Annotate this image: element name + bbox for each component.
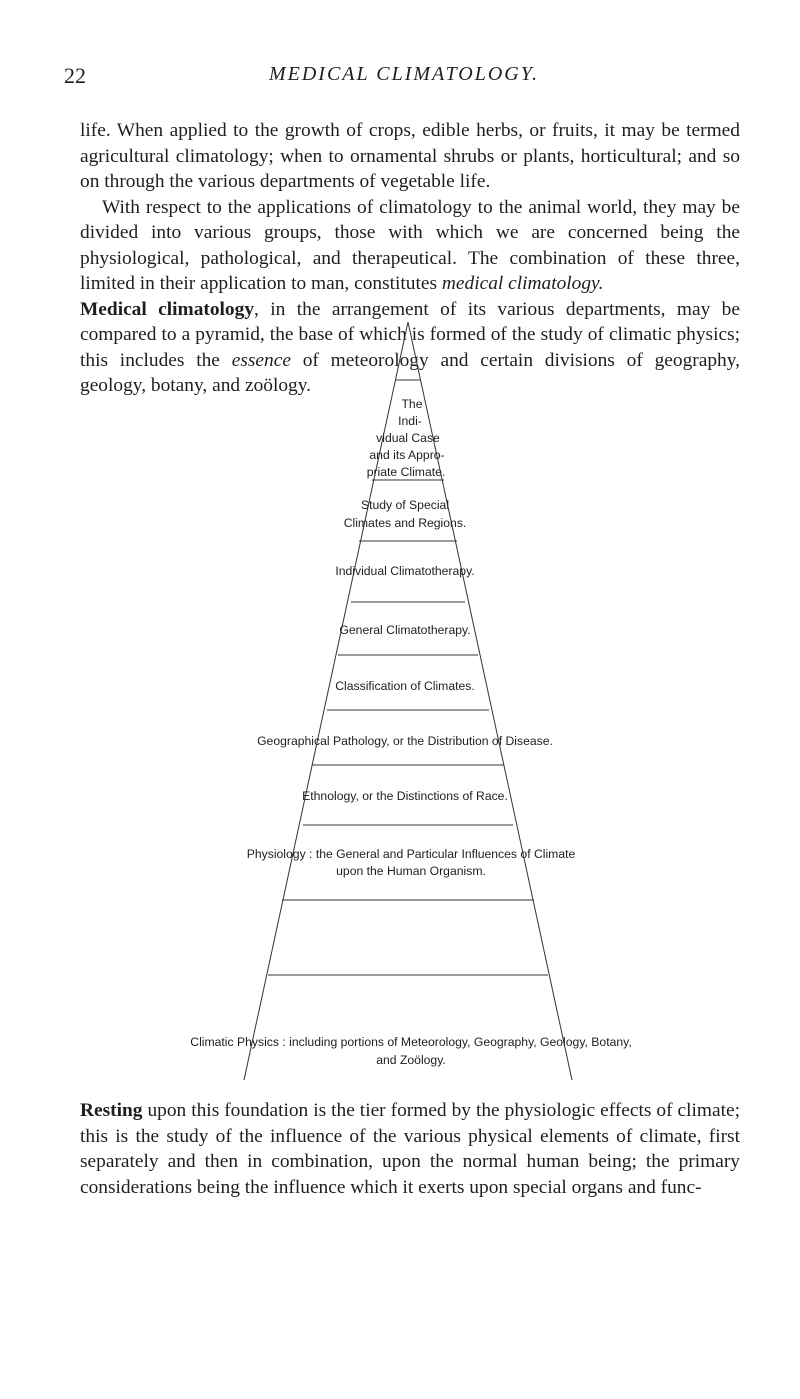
running-title: MEDICAL CLIMATOLOGY. (268, 63, 540, 85)
base-climatic-physics-2: and Zoölogy. (376, 1053, 446, 1067)
apex-line-3: vidual Case (376, 431, 440, 445)
body-text-bottom (80, 1098, 740, 1200)
tier-special-climates-1: Study of Special (360, 498, 450, 512)
lead-resting: Resting (80, 1100, 143, 1121)
paragraph-physiologic-tier (80, 1098, 740, 1200)
apex-line-5: priate Climate. (366, 465, 446, 479)
apex-line-4: and its Appro- (369, 448, 445, 462)
page-number: 22 (64, 63, 86, 88)
paragraph-pyramid-text2: of meteorology and certain divisions of geography, geology, botany, and zoölogy. (80, 349, 741, 396)
tier-ethnology: Ethnology, or the Distinctions of Race. (302, 789, 508, 803)
term-essence: essence (231, 349, 291, 371)
paragraph-physiologic-text: upon this foundation is the tier formed by the physiologic effects of climate; this is the study of the influence of the various physical elements of climate, first separately and then in combination, upon the normal human being; the primary considerations being the influence which it exerts upon special organs and func- (80, 1100, 740, 1198)
paragraph-animal-world-text: With respect to the applications of climatology to the animal world, they may be divided into various groups, those with which we are concerned being the physiological, pathological, and therapeutical. The combination of these three, limited in their application to man, constitutes (80, 196, 740, 294)
tier-physiology-1: Physiology : the General and Particular Influences of Climate (246, 847, 576, 861)
lead-medical-climatology: Medical climatology (80, 298, 255, 320)
paragraph-pyramid-text1: , in the arrangement of its various departments, may be compared to a pyramid, the base of which is formed of the study of climatic physics; this includes the (80, 298, 740, 371)
tier-individual-climatotherapy: Individual Climatotherapy. (335, 564, 475, 578)
term-medical-climatology: medical climatology. (441, 273, 604, 294)
base-climatic-physics-1: Climatic Physics : including portions of Meteorology, Geography, Geology, Botany, (190, 1035, 632, 1049)
apex-line-2: Indi- (398, 414, 422, 428)
tier-classification: Classification of Climates. (335, 679, 475, 693)
tier-geographical-pathology: Geographical Pathology, or the Distribution of Disease. (257, 734, 553, 748)
paragraph-continued: life. When applied to the growth of crops, edible herbs, or fruits, it may be termed agricultural climatology; when to ornamental shrubs or plants, horticultural; and so on through the various departments of vegetable life. (80, 120, 740, 192)
apex-line-1: The (401, 397, 423, 411)
tier-physiology-2: upon the Human Organism. (336, 864, 486, 878)
tier-special-climates-2: Climates and Regions. (343, 516, 467, 530)
tier-general-climatotherapy: General Climatotherapy. (339, 623, 471, 637)
